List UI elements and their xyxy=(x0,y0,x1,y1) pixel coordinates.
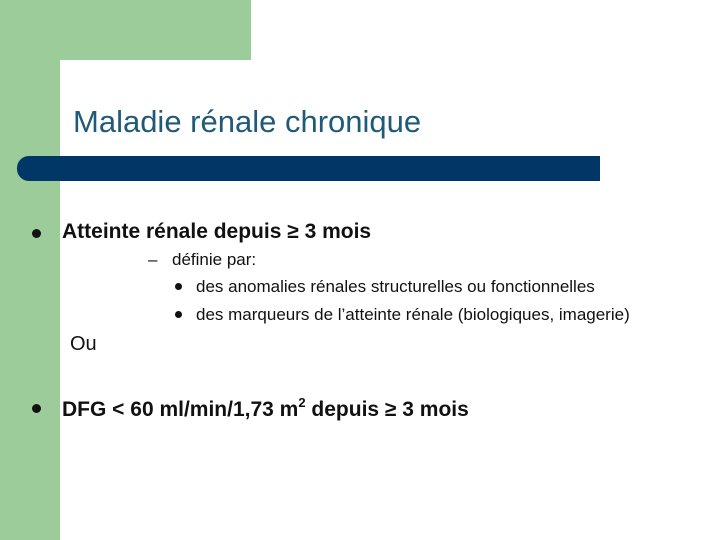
sub-dash: – xyxy=(148,250,158,269)
dfg-superscript: 2 xyxy=(298,395,306,410)
bullet-text-dfg xyxy=(62,395,469,422)
dfg-text: DFG < 60 ml/min/1,73 m xyxy=(62,398,299,421)
dfg-duration-text: depuis ≥ 3 mois xyxy=(305,398,469,421)
sub-bullet-icon xyxy=(175,283,182,290)
bullet-text-atteinte: Atteinte rénale depuis ≥ 3 mois xyxy=(62,220,372,243)
sub-item-anomalies: des anomalies rénales structurelles ou fonctionnelles xyxy=(196,277,595,296)
bullet-icon xyxy=(32,404,41,413)
or-text: Ou xyxy=(70,333,97,355)
bullet-icon xyxy=(32,229,41,238)
sub-bullet-icon xyxy=(175,311,182,318)
title-underline-bar xyxy=(17,156,600,181)
slide-title: Maladie rénale chronique xyxy=(73,104,422,139)
sub-label-definie: définie par: xyxy=(172,250,257,269)
decorative-green-left-band xyxy=(0,0,60,540)
sub-item-marqueurs: des marqueurs de l’atteinte rénale (biologiques, imagerie) xyxy=(196,305,630,324)
